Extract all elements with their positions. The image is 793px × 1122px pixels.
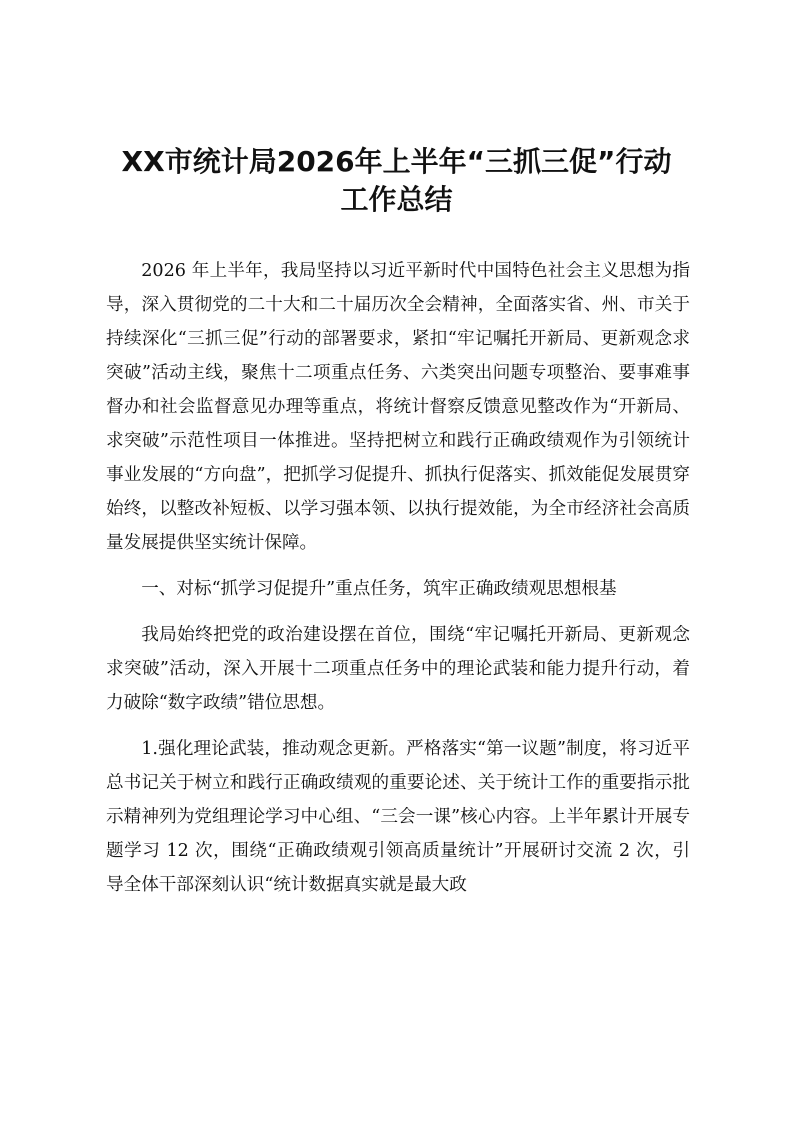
item-1-paragraph: 1.强化理论武装，推动观念更新。严格落实“第一议题”制度，将习近平总书记关于树立和践行正确政绩观的重要论述、关于统计工作的重要指示批示精神列为党组理论学习中心组、“三会一课”核心内容。上半年累计开展专题学习 12 次，围绕“正确政绩观引领高质量统计”开展研讨交流 2 次，引导全体干部深刻认识“统计数据真实就是最大政 (106, 739, 690, 895)
section-heading-1: 一、对标“抓学习促提升”重点任务，筑牢正确政绩观思想根基 (141, 579, 617, 599)
section-1-paragraph: 我局始终把党的政治建设摆在首位，围绕“牢记嘱托开新局、更新观念求突破”活动，深入开展十二项重点任务中的理论武装和能力提升行动，着力破除“数字政绩”错位思想。 (106, 625, 690, 713)
intro-paragraph: 2026 年上半年，我局坚持以习近平新时代中国特色社会主义思想为指导，深入贯彻党的二十大和二十届历次全会精神，全面落实省、州、市关于持续深化“三抓三促”行动的部署要求，紧扣“牢记嘱托开新局、更新观念求突破”活动主线，聚焦十二项重点任务、六类突出问题专项整治、要事难事督办和社会监督意见办理等重点，将统计督察反馈意见整改作为“开新局、求突破”示范性项目一体推进。坚持把树立和践行正确政绩观作为引领统计事业发展的“方向盘”，把抓学习促提升、抓执行促落实、抓效能促发展贯穿始终，以整改补短板、以学习强本领、以执行提效能，为全市经济社会高质量发展提供坚实统计保障。 (106, 261, 690, 553)
document-title-line-1: XX市统计局2026年上半年“三抓三促”行动 (121, 145, 672, 178)
document-title-line-2: 工作总结 (340, 183, 453, 216)
document-body (106, 254, 690, 902)
